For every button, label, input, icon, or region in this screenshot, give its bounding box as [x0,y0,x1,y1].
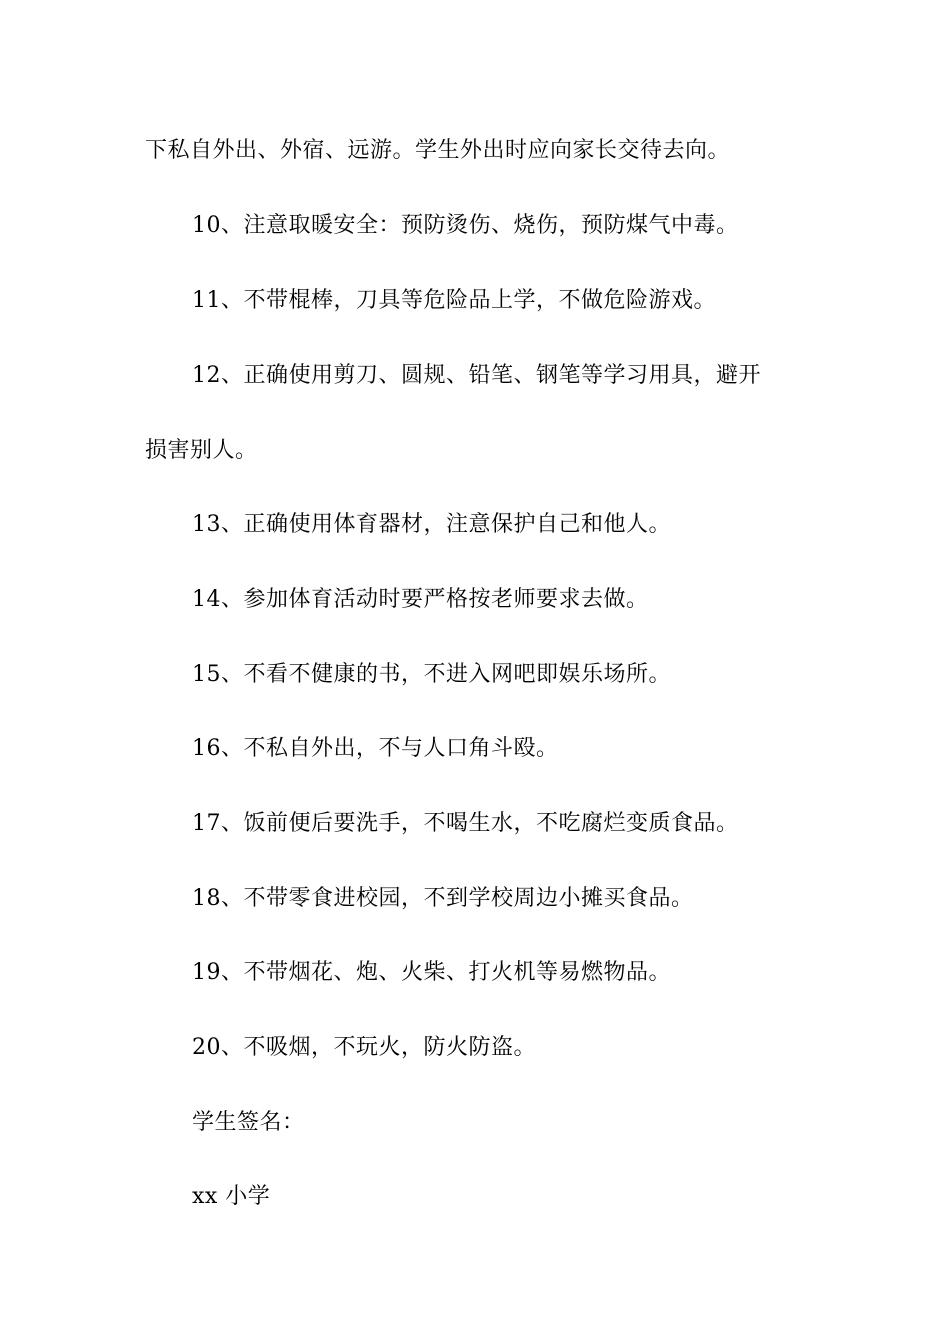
rule-item-19: 19、不带烟花、炮、火柴、打火机等易燃物品。 [192,960,671,985]
rule-item-20: 20、不吸烟，不玩火，防火防盗。 [192,1035,536,1060]
rule-item-16: 16、不私自外出，不与人口角斗殴。 [192,736,559,761]
rule-item-14: 14、参加体育活动时要严格按老师要求去做。 [192,587,649,612]
rule-item-10: 10、注意取暖安全：预防烫伤、烧伤，预防煤气中毒。 [192,213,739,238]
rule-item-15: 15、不看不健康的书，不进入网吧即娱乐场所。 [192,662,671,687]
rule-item-17: 17、饭前便后要洗手，不喝生水，不吃腐烂变质食品。 [192,811,739,836]
rule-item-12: 12、正确使用剪刀、圆规、铅笔、钢笔等学习用具，避开 [192,363,761,388]
rule-item-13: 13、正确使用体育器材，注意保护自己和他人。 [192,512,671,537]
rule-item-12-continuation: 损害别人。 [145,438,258,463]
signature-label: 学生签名： [192,1110,305,1135]
rule-item-11: 11、不带棍棒，刀具等危险品上学，不做危险游戏。 [192,288,716,313]
school-name: xx 小学 [192,1184,271,1209]
rule-item-18: 18、不带零食进校园，不到学校周边小摊买食品。 [192,886,694,911]
paragraph-continuation: 下私自外出、外宿、远游。学生外出时应向家长交待去向。 [145,138,731,163]
